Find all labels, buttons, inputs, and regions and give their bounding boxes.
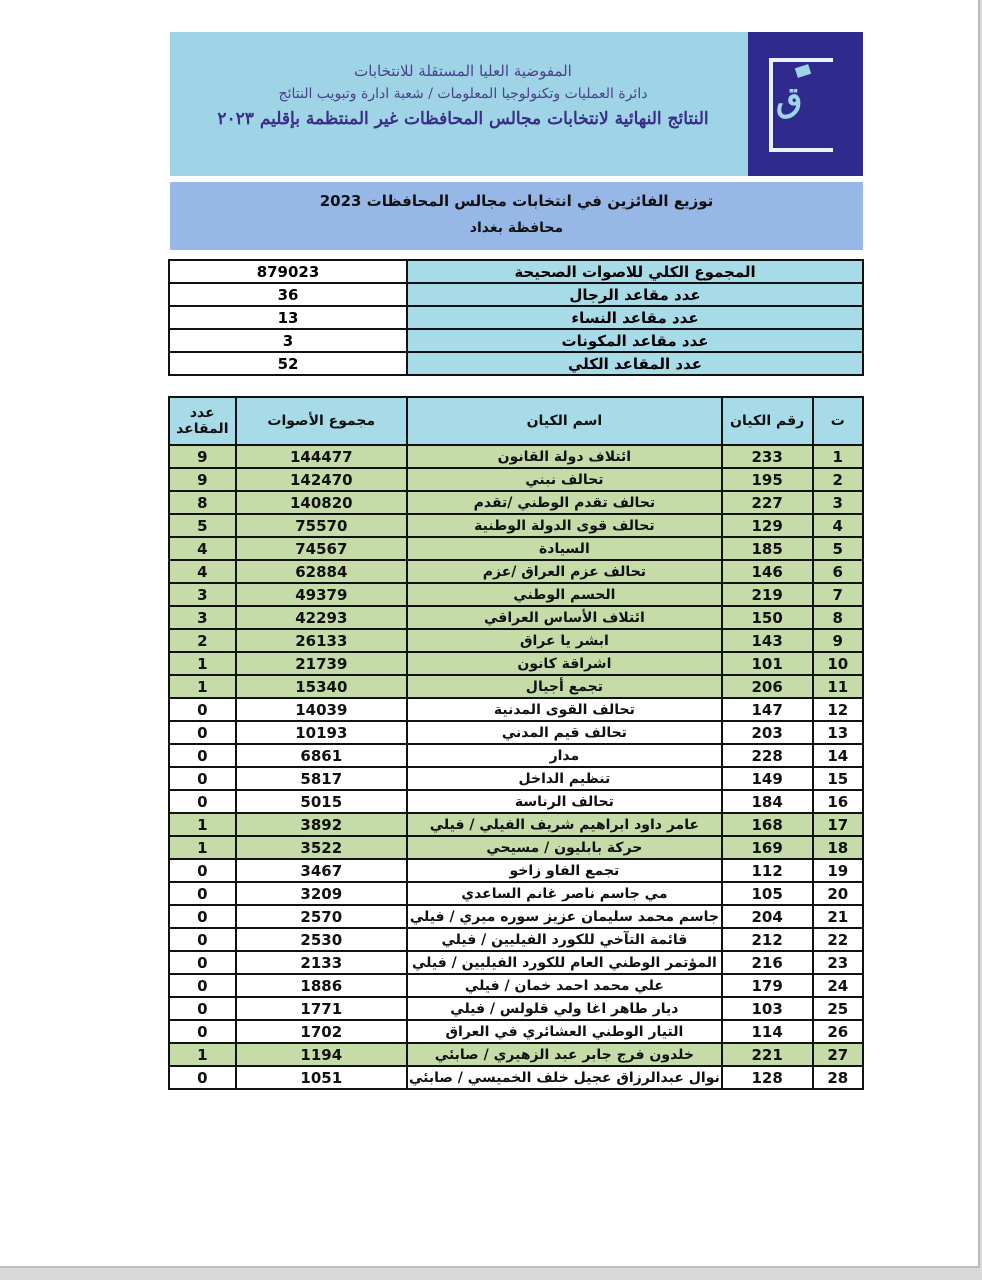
table-row bbox=[169, 537, 863, 560]
cell-votes: 1702 bbox=[236, 1020, 407, 1043]
cell-index: 2 bbox=[813, 468, 863, 491]
cell-votes: 75570 bbox=[236, 514, 407, 537]
cell-votes: 62884 bbox=[236, 560, 407, 583]
table-row bbox=[169, 491, 863, 514]
cell-votes: 49379 bbox=[236, 583, 407, 606]
summary-label: عدد مقاعد النساء bbox=[407, 306, 863, 329]
cell-seats: 0 bbox=[169, 882, 236, 905]
cell-index: 4 bbox=[813, 514, 863, 537]
cell-entity-name: تجمع أجيال bbox=[407, 675, 722, 698]
cell-entity-name: تحالف نبني bbox=[407, 468, 722, 491]
cell-votes: 140820 bbox=[236, 491, 407, 514]
summary-value: 3 bbox=[169, 329, 407, 352]
cell-index: 9 bbox=[813, 629, 863, 652]
cell-seats: 0 bbox=[169, 974, 236, 997]
cell-index: 3 bbox=[813, 491, 863, 514]
cell-entity-number: 227 bbox=[722, 491, 813, 514]
cell-seats: 0 bbox=[169, 698, 236, 721]
table-row bbox=[169, 928, 863, 951]
cell-entity-name: ائتلاف الأساس العراقي bbox=[407, 606, 722, 629]
cell-index: 28 bbox=[813, 1066, 863, 1089]
table-row bbox=[169, 675, 863, 698]
cell-seats: 0 bbox=[169, 744, 236, 767]
cell-votes: 15340 bbox=[236, 675, 407, 698]
cell-entity-number: 105 bbox=[722, 882, 813, 905]
cell-seats: 3 bbox=[169, 583, 236, 606]
table-row bbox=[169, 859, 863, 882]
cell-entity-number: 114 bbox=[722, 1020, 813, 1043]
cell-index: 7 bbox=[813, 583, 863, 606]
cell-index: 13 bbox=[813, 721, 863, 744]
summary-row bbox=[169, 306, 863, 329]
cell-entity-number: 146 bbox=[722, 560, 813, 583]
cell-index: 26 bbox=[813, 1020, 863, 1043]
cell-entity-number: 185 bbox=[722, 537, 813, 560]
cell-votes: 14039 bbox=[236, 698, 407, 721]
cell-entity-number: 101 bbox=[722, 652, 813, 675]
cell-entity-number: 184 bbox=[722, 790, 813, 813]
cell-votes: 5015 bbox=[236, 790, 407, 813]
cell-entity-name: مدار bbox=[407, 744, 722, 767]
cell-votes: 3522 bbox=[236, 836, 407, 859]
cell-seats: 1 bbox=[169, 813, 236, 836]
header-text bbox=[193, 62, 733, 129]
summary-label: عدد مقاعد المكونات bbox=[407, 329, 863, 352]
cell-index: 21 bbox=[813, 905, 863, 928]
summary-value: 879023 bbox=[169, 260, 407, 283]
summary-value: 36 bbox=[169, 283, 407, 306]
cell-entity-name: ابشر يا عراق bbox=[407, 629, 722, 652]
table-row bbox=[169, 882, 863, 905]
cell-entity-name: حركة بابليون / مسيحي bbox=[407, 836, 722, 859]
table-row bbox=[169, 1066, 863, 1089]
table-row bbox=[169, 721, 863, 744]
cell-entity-number: 179 bbox=[722, 974, 813, 997]
col-seats: عدد المقاعد bbox=[169, 397, 236, 445]
table-row bbox=[169, 560, 863, 583]
cell-entity-name: مي جاسم ناصر غانم الساعدي bbox=[407, 882, 722, 905]
summary-row bbox=[169, 283, 863, 306]
cell-votes: 26133 bbox=[236, 629, 407, 652]
cell-votes: 1771 bbox=[236, 997, 407, 1020]
table-row bbox=[169, 698, 863, 721]
cell-index: 14 bbox=[813, 744, 863, 767]
table-row bbox=[169, 652, 863, 675]
table-row bbox=[169, 790, 863, 813]
cell-seats: 4 bbox=[169, 537, 236, 560]
cell-index: 5 bbox=[813, 537, 863, 560]
cell-index: 10 bbox=[813, 652, 863, 675]
distribution-title: توزيع الفائزين في انتخابات مجالس المحافظات 2023 bbox=[319, 192, 714, 210]
col-votes: مجموع الأصوات bbox=[236, 397, 407, 445]
cell-entity-number: 150 bbox=[722, 606, 813, 629]
subheader-banner bbox=[170, 182, 863, 250]
cell-votes: 3209 bbox=[236, 882, 407, 905]
cell-seats: 0 bbox=[169, 767, 236, 790]
commission-name: المفوضية العليا المستقلة للانتخابات bbox=[354, 62, 572, 80]
cell-entity-name: خلدون فرج جابر عبد الزهيري / صابئي bbox=[407, 1043, 722, 1066]
summary-label: المجموع الكلي للاصوات الصحيحة bbox=[407, 260, 863, 283]
cell-index: 18 bbox=[813, 836, 863, 859]
cell-votes: 1886 bbox=[236, 974, 407, 997]
cell-seats: 0 bbox=[169, 721, 236, 744]
cell-seats: 9 bbox=[169, 468, 236, 491]
cell-votes: 1194 bbox=[236, 1043, 407, 1066]
logo-mark-icon: ﻕ bbox=[776, 80, 803, 120]
table-row bbox=[169, 514, 863, 537]
cell-entity-name: تحالف قيم المدني bbox=[407, 721, 722, 744]
cell-seats: 0 bbox=[169, 1020, 236, 1043]
col-entity-number: رقم الكيان bbox=[722, 397, 813, 445]
cell-votes: 3467 bbox=[236, 859, 407, 882]
cell-votes: 5817 bbox=[236, 767, 407, 790]
cell-votes: 21739 bbox=[236, 652, 407, 675]
cell-entity-number: 206 bbox=[722, 675, 813, 698]
cell-votes: 42293 bbox=[236, 606, 407, 629]
cell-seats: 0 bbox=[169, 951, 236, 974]
cell-index: 22 bbox=[813, 928, 863, 951]
cell-entity-number: 112 bbox=[722, 859, 813, 882]
cell-votes: 2133 bbox=[236, 951, 407, 974]
cell-entity-name: ائتلاف دولة القانون bbox=[407, 445, 722, 468]
cell-entity-number: 233 bbox=[722, 445, 813, 468]
cell-entity-name: تنظيم الداخل bbox=[407, 767, 722, 790]
cell-index: 23 bbox=[813, 951, 863, 974]
summary-label: عدد المقاعد الكلي bbox=[407, 352, 863, 375]
cell-entity-number: 203 bbox=[722, 721, 813, 744]
cell-index: 20 bbox=[813, 882, 863, 905]
cell-seats: 1 bbox=[169, 652, 236, 675]
cell-entity-name: قائمة التآخي للكورد الفيليين / فيلي bbox=[407, 928, 722, 951]
cell-index: 17 bbox=[813, 813, 863, 836]
cell-index: 15 bbox=[813, 767, 863, 790]
province-name: محافظة بغداد bbox=[469, 220, 564, 236]
cell-entity-number: 204 bbox=[722, 905, 813, 928]
cell-entity-number: 212 bbox=[722, 928, 813, 951]
summary-row bbox=[169, 352, 863, 375]
cell-index: 1 bbox=[813, 445, 863, 468]
cell-index: 19 bbox=[813, 859, 863, 882]
cell-entity-name: تحالف تقدم الوطني /تقدم bbox=[407, 491, 722, 514]
cell-entity-number: 195 bbox=[722, 468, 813, 491]
cell-seats: 0 bbox=[169, 859, 236, 882]
cell-seats: 5 bbox=[169, 514, 236, 537]
table-row bbox=[169, 744, 863, 767]
table-row bbox=[169, 997, 863, 1020]
cell-votes: 74567 bbox=[236, 537, 407, 560]
table-row bbox=[169, 606, 863, 629]
cell-entity-name: تحالف عزم العراق /عزم bbox=[407, 560, 722, 583]
cell-seats: 3 bbox=[169, 606, 236, 629]
cell-entity-name: المؤتمر الوطني العام للكورد الفيليين / فيلي bbox=[407, 951, 722, 974]
table-row bbox=[169, 836, 863, 859]
cell-index: 11 bbox=[813, 675, 863, 698]
col-index: ت bbox=[813, 397, 863, 445]
cell-seats: 1 bbox=[169, 675, 236, 698]
cell-seats: 0 bbox=[169, 1066, 236, 1089]
cell-seats: 0 bbox=[169, 928, 236, 951]
cell-entity-number: 168 bbox=[722, 813, 813, 836]
cell-entity-number: 216 bbox=[722, 951, 813, 974]
cell-index: 27 bbox=[813, 1043, 863, 1066]
cell-seats: 0 bbox=[169, 905, 236, 928]
table-row bbox=[169, 629, 863, 652]
cell-entity-number: 143 bbox=[722, 629, 813, 652]
cell-votes: 10193 bbox=[236, 721, 407, 744]
cell-seats: 1 bbox=[169, 836, 236, 859]
cell-seats: 0 bbox=[169, 790, 236, 813]
cell-seats: 9 bbox=[169, 445, 236, 468]
cell-entity-number: 221 bbox=[722, 1043, 813, 1066]
cell-seats: 0 bbox=[169, 997, 236, 1020]
cell-entity-number: 103 bbox=[722, 997, 813, 1020]
results-header-row bbox=[169, 397, 863, 445]
cell-votes: 144477 bbox=[236, 445, 407, 468]
cell-entity-number: 149 bbox=[722, 767, 813, 790]
cell-entity-name: جاسم محمد سليمان عزيز سوره ميري / فيلي bbox=[407, 905, 722, 928]
document-title: النتائج النهائية لانتخابات مجالس المحافظات غير المنتظمة بإقليم ٢٠٢٣ bbox=[217, 109, 709, 129]
cell-entity-number: 147 bbox=[722, 698, 813, 721]
cell-entity-number: 228 bbox=[722, 744, 813, 767]
cell-votes: 142470 bbox=[236, 468, 407, 491]
results-table bbox=[168, 396, 864, 1090]
summary-table bbox=[168, 259, 864, 376]
cell-entity-name: ديار طاهر اغا ولي قلولس / فيلي bbox=[407, 997, 722, 1020]
summary-value: 52 bbox=[169, 352, 407, 375]
cell-index: 8 bbox=[813, 606, 863, 629]
cell-index: 24 bbox=[813, 974, 863, 997]
cell-entity-name: تحالف قوى الدولة الوطنية bbox=[407, 514, 722, 537]
table-row bbox=[169, 1043, 863, 1066]
cell-seats: 1 bbox=[169, 1043, 236, 1066]
table-row bbox=[169, 974, 863, 997]
cell-entity-name: الحسم الوطني bbox=[407, 583, 722, 606]
table-row bbox=[169, 813, 863, 836]
summary-value: 13 bbox=[169, 306, 407, 329]
cell-entity-number: 128 bbox=[722, 1066, 813, 1089]
cell-entity-name: علي محمد احمد خمان / فيلي bbox=[407, 974, 722, 997]
cell-index: 6 bbox=[813, 560, 863, 583]
cell-entity-name: عامر داود ابراهيم شريف الفيلي / فيلي bbox=[407, 813, 722, 836]
table-row bbox=[169, 905, 863, 928]
summary-row bbox=[169, 260, 863, 283]
table-row bbox=[169, 583, 863, 606]
summary-row bbox=[169, 329, 863, 352]
department-name: دائرة العمليات وتكنولوجيا المعلومات / شعبة ادارة وتبويب النتائج bbox=[278, 86, 648, 102]
summary-label: عدد مقاعد الرجال bbox=[407, 283, 863, 306]
cell-entity-number: 169 bbox=[722, 836, 813, 859]
cell-votes: 6861 bbox=[236, 744, 407, 767]
table-row bbox=[169, 468, 863, 491]
table-row bbox=[169, 1020, 863, 1043]
cell-votes: 3892 bbox=[236, 813, 407, 836]
cell-index: 16 bbox=[813, 790, 863, 813]
cell-entity-name: السيادة bbox=[407, 537, 722, 560]
cell-entity-number: 129 bbox=[722, 514, 813, 537]
cell-votes: 2570 bbox=[236, 905, 407, 928]
cell-votes: 1051 bbox=[236, 1066, 407, 1089]
cell-entity-name: تحالف الرناسة bbox=[407, 790, 722, 813]
header-banner bbox=[170, 32, 863, 176]
cell-index: 12 bbox=[813, 698, 863, 721]
cell-entity-name: تحالف القوى المدنية bbox=[407, 698, 722, 721]
table-row bbox=[169, 445, 863, 468]
cell-entity-name: التيار الوطني العشائري في العراق bbox=[407, 1020, 722, 1043]
cell-entity-number: 219 bbox=[722, 583, 813, 606]
cell-entity-name: تجمع الفاو زاخو bbox=[407, 859, 722, 882]
cell-seats: 2 bbox=[169, 629, 236, 652]
col-entity-name: اسم الكيان bbox=[407, 397, 722, 445]
cell-seats: 8 bbox=[169, 491, 236, 514]
cell-index: 25 bbox=[813, 997, 863, 1020]
cell-entity-name: نوال عبدالرزاق عجيل خلف الخميسي / صابئي bbox=[407, 1066, 722, 1089]
cell-votes: 2530 bbox=[236, 928, 407, 951]
cell-entity-name: اشراقة كانون bbox=[407, 652, 722, 675]
table-row bbox=[169, 767, 863, 790]
table-row bbox=[169, 951, 863, 974]
cell-seats: 4 bbox=[169, 560, 236, 583]
commission-logo bbox=[748, 32, 863, 176]
